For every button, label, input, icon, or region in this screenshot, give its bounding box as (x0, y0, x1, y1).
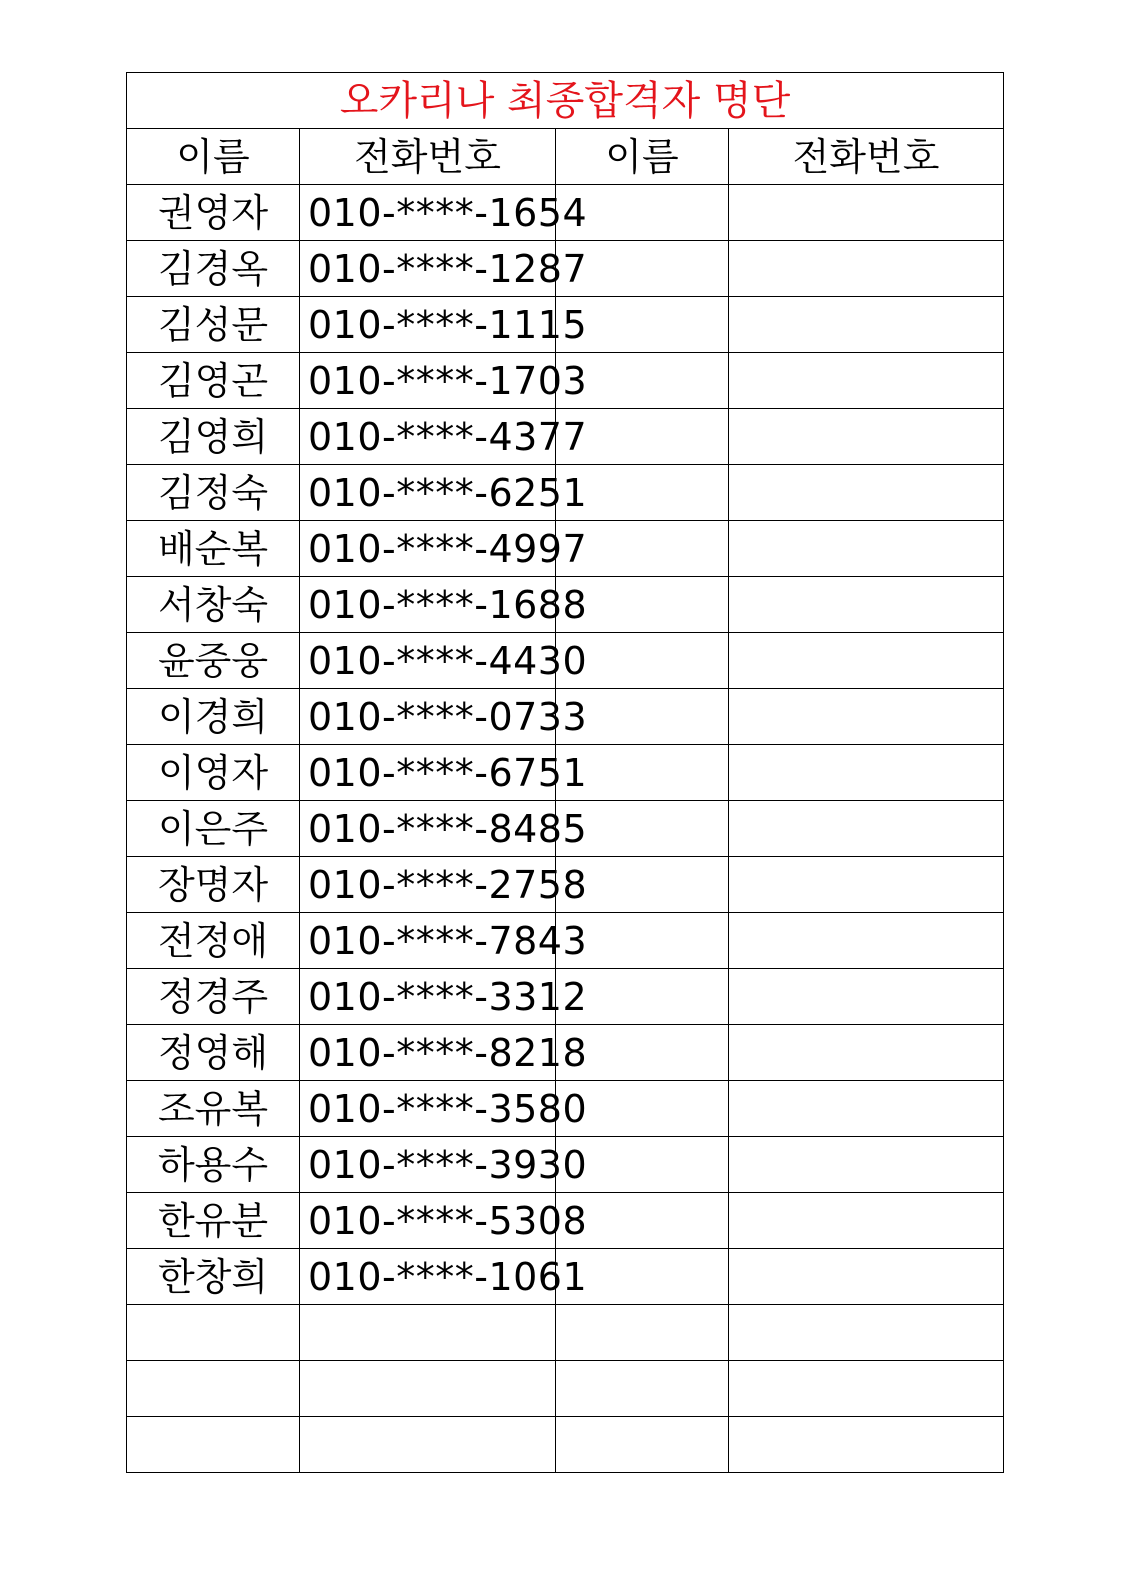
name-cell: 장명자 (127, 857, 300, 913)
phone-cell: 010-****-3312 (300, 969, 556, 1025)
phone-cell-2 (729, 857, 1004, 913)
phone-cell-2 (729, 409, 1004, 465)
table-row (127, 185, 1004, 241)
table-row (127, 857, 1004, 913)
phone-cell-2 (729, 969, 1004, 1025)
table-row (127, 1417, 1004, 1473)
table-row (127, 913, 1004, 969)
name-cell: 하용수 (127, 1137, 300, 1193)
name-cell: 김영희 (127, 409, 300, 465)
table-row (127, 241, 1004, 297)
name-cell (127, 1361, 300, 1417)
phone-cell: 010-****-1287 (300, 241, 556, 297)
header-name-1: 이름 (127, 129, 300, 185)
phone-cell: 010-****-4430 (300, 633, 556, 689)
phone-cell-2 (729, 297, 1004, 353)
title-row (127, 73, 1004, 129)
table-row (127, 409, 1004, 465)
phone-cell-2 (729, 801, 1004, 857)
header-name-2: 이름 (556, 129, 729, 185)
phone-cell-2 (729, 465, 1004, 521)
phone-cell-2 (729, 1081, 1004, 1137)
phone-cell-2 (729, 353, 1004, 409)
phone-cell-2 (729, 1193, 1004, 1249)
table-row (127, 1305, 1004, 1361)
header-row (127, 129, 1004, 185)
phone-cell-2 (729, 577, 1004, 633)
document-title: 오카리나 최종합격자 명단 (127, 73, 1004, 129)
phone-cell-2 (729, 241, 1004, 297)
name-cell: 조유복 (127, 1081, 300, 1137)
phone-cell: 010-****-1654 (300, 185, 556, 241)
table-row (127, 577, 1004, 633)
phone-cell-2 (729, 633, 1004, 689)
name-cell (127, 1417, 300, 1473)
phone-cell: 010-****-5308 (300, 1193, 556, 1249)
header-phone-2: 전화번호 (729, 129, 1004, 185)
name-cell: 김정숙 (127, 465, 300, 521)
phone-cell: 010-****-6751 (300, 745, 556, 801)
phone-cell (300, 1305, 556, 1361)
name-cell: 이경희 (127, 689, 300, 745)
name-cell: 김영곤 (127, 353, 300, 409)
phone-cell: 010-****-4377 (300, 409, 556, 465)
finalist-table (126, 72, 1004, 1473)
phone-cell-2 (729, 185, 1004, 241)
name-cell: 이은주 (127, 801, 300, 857)
name-cell: 김경옥 (127, 241, 300, 297)
name-cell: 한유분 (127, 1193, 300, 1249)
phone-cell: 010-****-1115 (300, 297, 556, 353)
table-row (127, 633, 1004, 689)
name-cell-2 (556, 1417, 729, 1473)
name-cell: 정경주 (127, 969, 300, 1025)
table-row (127, 1081, 1004, 1137)
phone-cell: 010-****-8485 (300, 801, 556, 857)
name-cell-2 (556, 1305, 729, 1361)
phone-cell-2 (729, 1137, 1004, 1193)
table-row (127, 745, 1004, 801)
phone-cell: 010-****-1703 (300, 353, 556, 409)
name-cell: 김성문 (127, 297, 300, 353)
name-cell-2 (556, 1361, 729, 1417)
phone-cell: 010-****-7843 (300, 913, 556, 969)
phone-cell: 010-****-6251 (300, 465, 556, 521)
phone-cell (300, 1417, 556, 1473)
phone-cell-2 (729, 689, 1004, 745)
name-cell: 전정애 (127, 913, 300, 969)
phone-cell: 010-****-8218 (300, 1025, 556, 1081)
phone-cell-2 (729, 1305, 1004, 1361)
phone-cell: 010-****-1061 (300, 1249, 556, 1305)
table-row (127, 969, 1004, 1025)
table-row (127, 1361, 1004, 1417)
table-row (127, 297, 1004, 353)
table-row (127, 353, 1004, 409)
table-row (127, 1249, 1004, 1305)
phone-cell-2 (729, 1417, 1004, 1473)
table-row (127, 1025, 1004, 1081)
phone-cell: 010-****-3930 (300, 1137, 556, 1193)
name-cell: 이영자 (127, 745, 300, 801)
table-row (127, 465, 1004, 521)
phone-cell: 010-****-2758 (300, 857, 556, 913)
phone-cell (300, 1361, 556, 1417)
table-row (127, 521, 1004, 577)
phone-cell: 010-****-0733 (300, 689, 556, 745)
name-cell: 권영자 (127, 185, 300, 241)
phone-cell-2 (729, 521, 1004, 577)
phone-cell-2 (729, 1025, 1004, 1081)
phone-cell: 010-****-1688 (300, 577, 556, 633)
name-cell: 한창희 (127, 1249, 300, 1305)
header-phone-1: 전화번호 (300, 129, 556, 185)
phone-cell-2 (729, 913, 1004, 969)
phone-cell-2 (729, 745, 1004, 801)
table-row (127, 801, 1004, 857)
table-row (127, 1137, 1004, 1193)
finalist-table-body (127, 73, 1004, 1473)
phone-cell-2 (729, 1361, 1004, 1417)
name-cell: 정영해 (127, 1025, 300, 1081)
name-cell: 서창숙 (127, 577, 300, 633)
table-row (127, 1193, 1004, 1249)
phone-cell: 010-****-4997 (300, 521, 556, 577)
phone-cell: 010-****-3580 (300, 1081, 556, 1137)
name-cell: 배순복 (127, 521, 300, 577)
name-cell (127, 1305, 300, 1361)
table-row (127, 689, 1004, 745)
name-cell: 윤중웅 (127, 633, 300, 689)
phone-cell-2 (729, 1249, 1004, 1305)
